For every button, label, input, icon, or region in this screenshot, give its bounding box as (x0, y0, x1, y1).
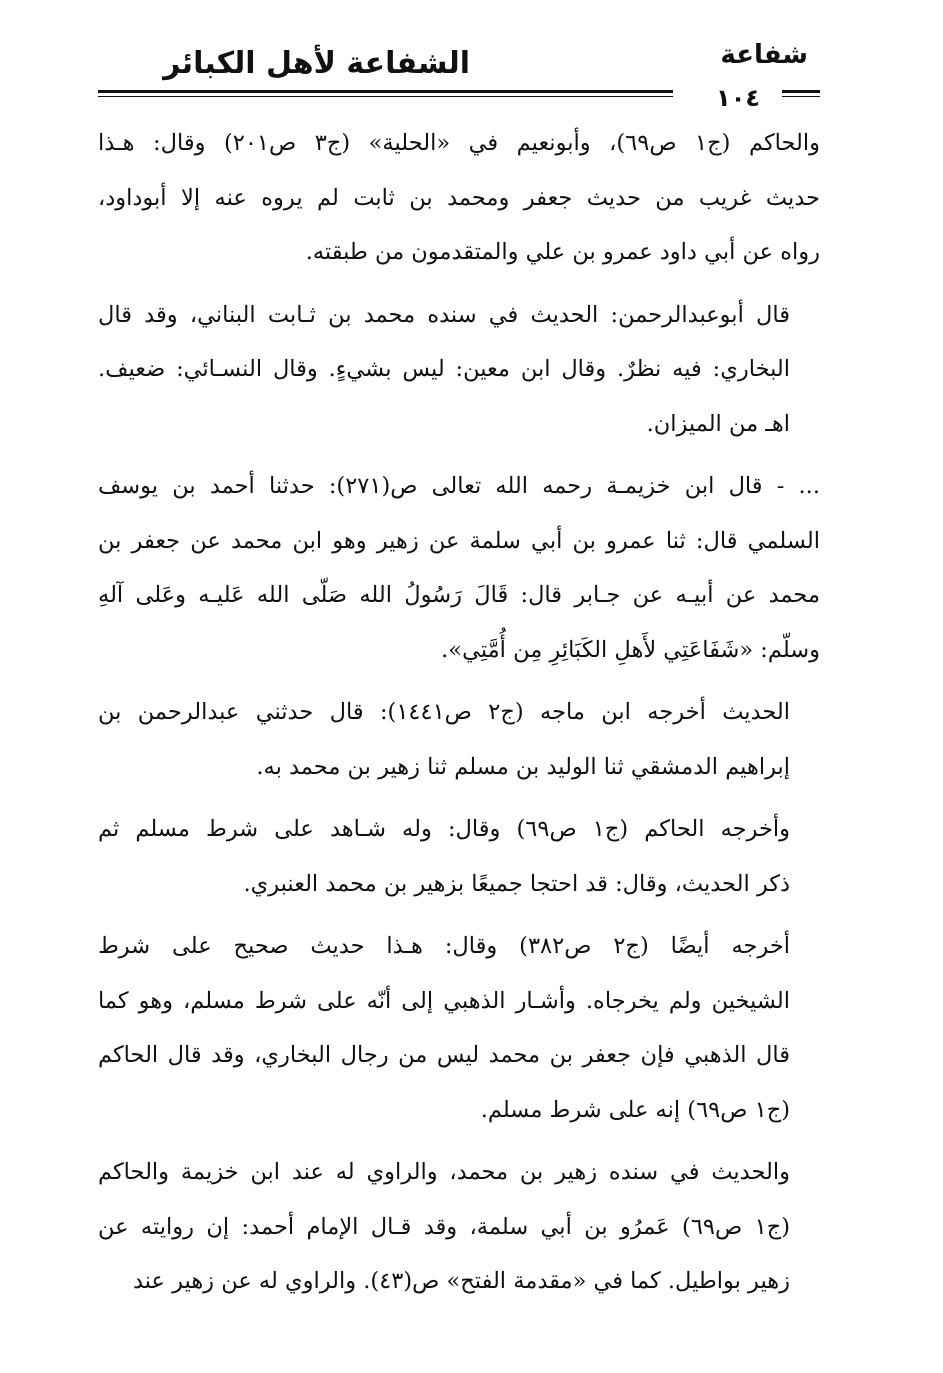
text-line: إبراهيم الدمشقي ثنا الوليد بن مسلم ثنا زهير بن محمد به. (256, 753, 790, 780)
text-line: أخرجه أيضًا (ج٢ ص٣٨٢) وقال: هـذا حديث صحيح على شرط (98, 933, 790, 959)
header-rule (98, 90, 673, 93)
text-line: (ج١ ص٦٩) إنه على شرط مسلم. (480, 1096, 790, 1123)
header-rule-right (782, 90, 820, 93)
text-line: ذكر الحديث، وقال: قد احتجا جميعًا بزهير بن محمد العنبري. (243, 870, 790, 897)
paragraph (98, 459, 820, 677)
text-line: حديث غريب من حديث جعفر ومحمد بن ثابت لم يروه عنه إلا أبوداود، (98, 184, 820, 211)
text-line: الشيخين ولم يخرجاه. وأشـار الذهبي إلى أنّه على شرط مسلم، وهو كما (98, 987, 790, 1014)
text-line: رواه عن أبي داود عمرو بن علي والمتقدمون من طبقته. (305, 239, 820, 265)
paragraph (98, 1145, 820, 1309)
text-line: والحديث في سنده زهير بن محمد، والراوي له عند ابن خزيمة والحاكم (98, 1159, 790, 1185)
text-line: قال الذهبي فإن جعفر بن محمد ليس من رجال البخاري، وقد قال الحاكم (98, 1042, 790, 1068)
text-line: محمد عن أبيـه عن جـابر قال: قَالَ رَسُولُ الله صَلّى الله عَليـه وعَلى آلهِ (98, 582, 820, 608)
page-number: ١٠٤ (716, 84, 760, 112)
header-rule-thin (98, 96, 673, 97)
body-text (98, 116, 820, 1317)
paragraph (98, 116, 820, 280)
text-line: الحديث أخرجه ابن ماجه (ج٢ ص١٤٤١): قال حدثني عبدالرحمن بن (98, 699, 790, 725)
text-line: قال أبوعبدالرحمن: الحديث في سنده محمد بن ثـابت البناني، وقد قال (98, 301, 790, 328)
text-line: زهير بواطيل. كما في «مقدمة الفتح» ص(٤٣). والراوي له عن زهير عند (132, 1268, 790, 1294)
text-line: البخاري: فيه نظرٌ. وقال ابن معين: ليس بشيءٍ. وقال النسـائي: ضعيف. (98, 356, 790, 382)
paragraph (98, 288, 820, 452)
page-header (98, 26, 820, 126)
text-line: ... - قال ابن خزيمـة رحمه الله تعالى ص(٢٧١): حدثنا أحمد بن يوسف (98, 473, 820, 499)
header-rule-right-thin (782, 96, 820, 97)
text-line: (ج١ ص٦٩) عَمرُو بن أبي سلمة، وقد قـال الإمام أحمد: إن روايته عن (98, 1213, 791, 1240)
text-line: وأخرجه الحاكم (ج١ ص٦٩) وقال: وله شـاهد على شرط مسلم ثم (98, 816, 790, 842)
text-line: اهـ من الميزان. (646, 410, 790, 437)
text-line: وسلّم: «شَفَاعَتِي لأَهلِ الكَبَائِرِ مِن أُمَّتِي». (441, 636, 820, 663)
text-line: والحاكم (ج١ ص٦٩)، وأبونعيم في «الحلية» (ج٣ ص٢٠١) وقال: هـذا (98, 130, 821, 156)
running-title: الشفاعة لأهل الكبائر (163, 46, 470, 81)
paragraph (98, 685, 820, 794)
paragraph (98, 919, 820, 1137)
text-line: السلمي قال: ثنا عمرو بن أبي سلمة عن زهير وهو ابن محمد عن جعفر بن (98, 527, 820, 554)
paragraph (98, 802, 820, 911)
header-logo: شفاعة (720, 40, 808, 70)
